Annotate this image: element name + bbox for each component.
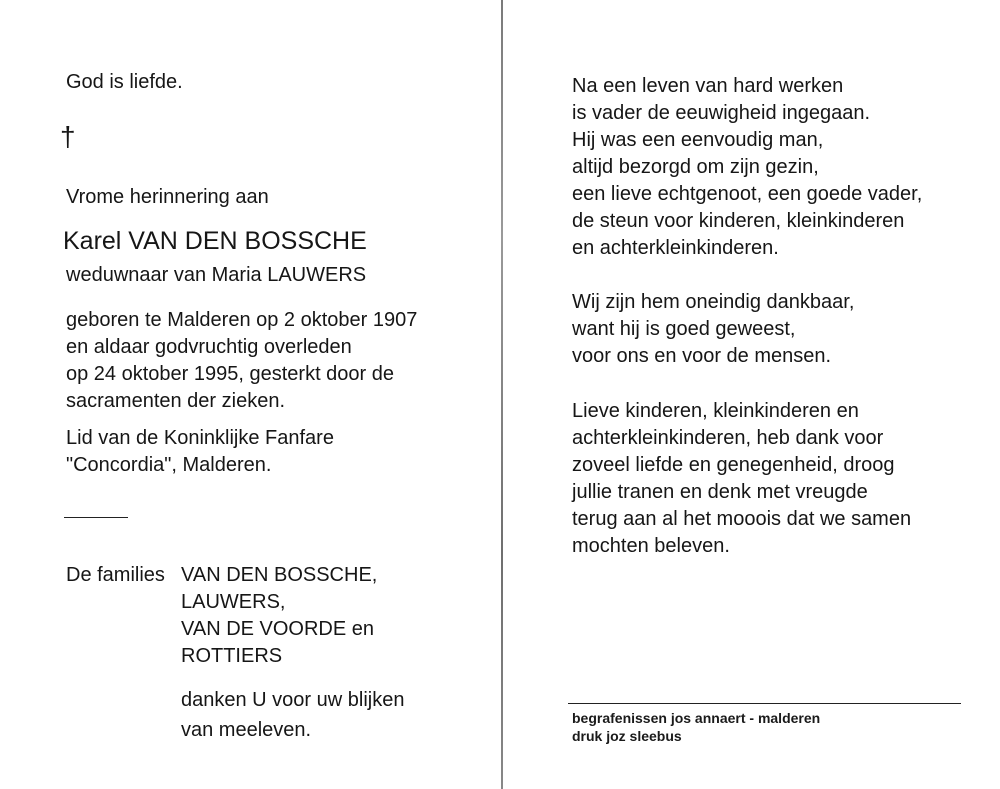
poem-line: terug aan al het mooois dat we samen [572, 508, 912, 530]
bio-line: en aldaar godvruchtig overleden [66, 336, 352, 358]
bio-line: sacramenten der zieken. [66, 390, 286, 412]
poem-line: achterkleinkinderen, heb dank voor [572, 427, 884, 449]
intro-line: Vrome herinnering aan [66, 186, 269, 208]
member-line: Lid van de Koninklijke Fanfare [66, 427, 334, 449]
poem-line: altijd bezorgd om zijn gezin, [572, 156, 819, 178]
poem-line: want hij is goed geweest, [572, 318, 796, 340]
funeral-home-credit: begrafenissen jos annaert - malderen [572, 710, 821, 726]
deceased-name: Karel VAN DEN BOSSCHE [63, 227, 367, 255]
printer-credit: druk joz sleebus [572, 728, 682, 744]
family-name: VAN DEN BOSSCHE, [181, 564, 378, 586]
thanks-line: van meeleven. [181, 719, 312, 741]
right-panel [504, 0, 1000, 789]
poem-line: een lieve echtgenoot, een goede vader, [572, 183, 923, 205]
poem-line: zoveel liefde en genegenheid, droog [572, 454, 895, 476]
spouse-line: weduwnaar van Maria LAUWERS [66, 264, 367, 286]
opening-line: God is liefde. [66, 71, 183, 93]
poem-line: en achterkleinkinderen. [572, 237, 779, 259]
member-line: "Concordia", Malderen. [66, 454, 272, 476]
poem-line: Hij was een eenvoudig man, [572, 129, 824, 151]
families-prefix: De families [66, 564, 165, 586]
poem-line: de steun voor kinderen, kleinkinderen [572, 210, 905, 232]
poem-line: jullie tranen en denk met vreugde [572, 481, 868, 503]
family-name: LAUWERS, [181, 591, 286, 613]
poem-line: Wij zijn hem oneindig dankbaar, [572, 291, 855, 313]
poem-line: Na een leven van hard werken [572, 75, 844, 97]
poem-line: Lieve kinderen, kleinkinderen en [572, 400, 859, 422]
bio-line: op 24 oktober 1995, gesterkt door de [66, 363, 395, 385]
poem-line: mochten beleven. [572, 535, 730, 557]
family-name: VAN DE VOORDE en [181, 618, 375, 640]
family-name: ROTTIERS [181, 645, 283, 667]
poem-line: voor ons en voor de mensen. [572, 345, 832, 367]
divider-dash [64, 517, 128, 518]
card-fold [501, 0, 503, 789]
bio-line: geboren te Malderen op 2 oktober 1907 [66, 309, 418, 331]
cross-icon: † [60, 121, 76, 152]
thanks-line: danken U voor uw blijken [181, 689, 405, 711]
footer-rule [568, 703, 961, 704]
poem-line: is vader de eeuwigheid ingegaan. [572, 102, 870, 124]
